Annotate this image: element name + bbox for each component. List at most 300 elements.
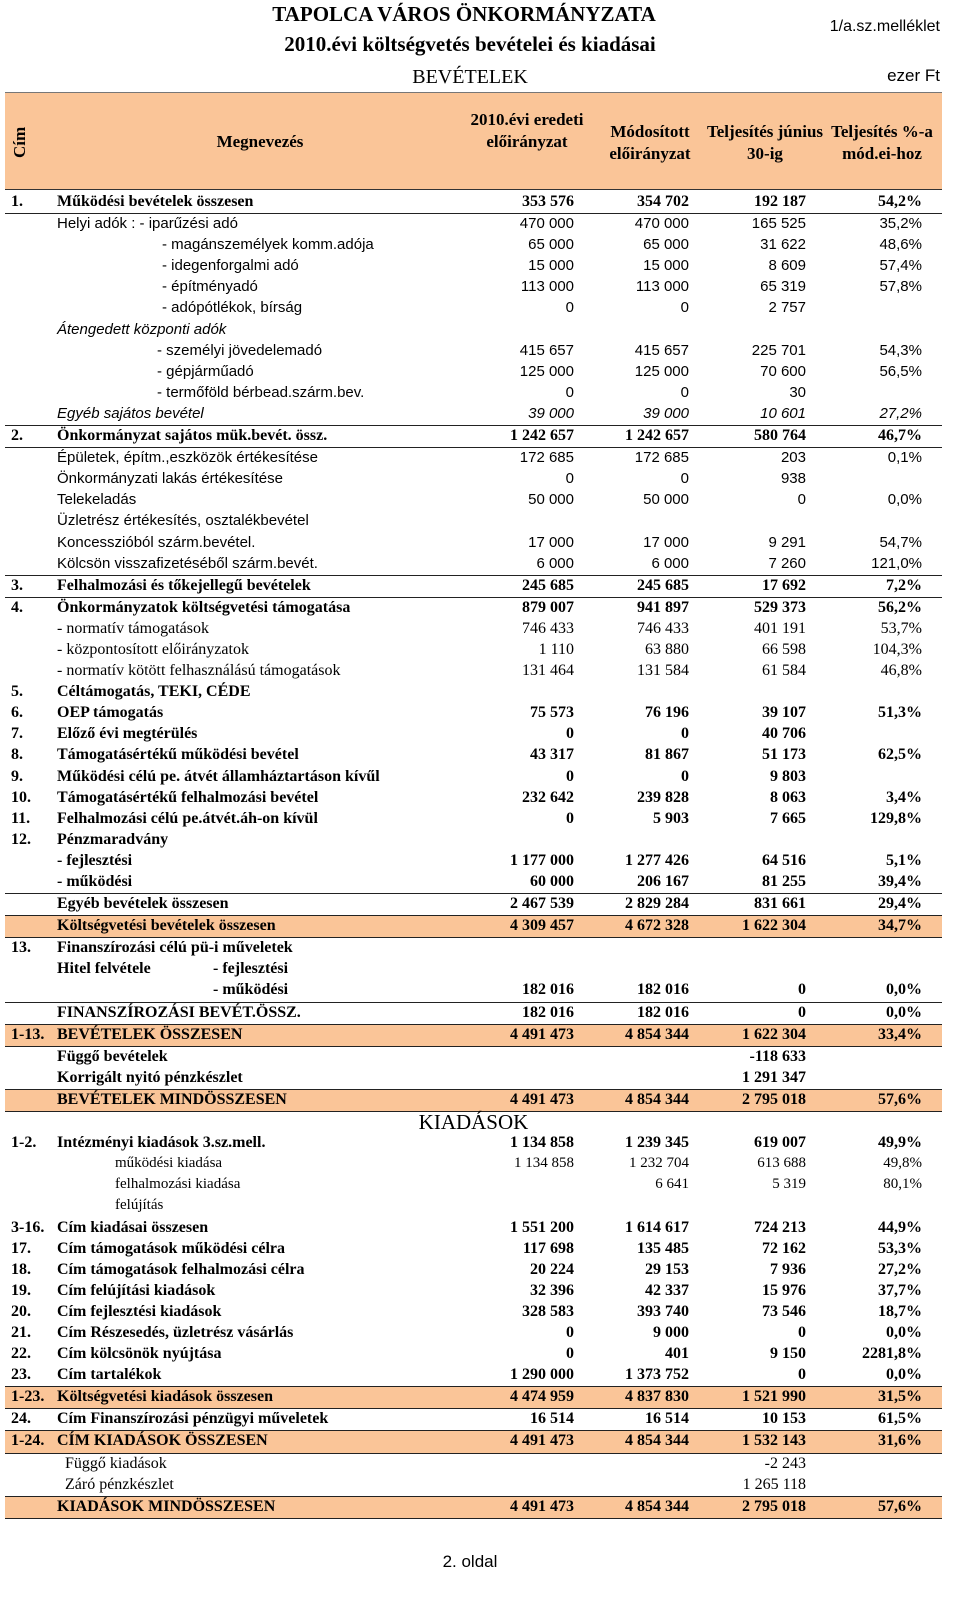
annex-label: 1/a.sz.melléklet [829, 18, 940, 35]
row-label: - gépjárműadó [157, 362, 254, 380]
row-label: - személyi jövedelemadó [157, 341, 323, 359]
original-budget-value: 0 [566, 1345, 574, 1363]
fulfillment-percent-value: 57,4% [879, 257, 922, 275]
row-label: felújítás [115, 1197, 164, 1214]
modified-budget-value: 0 [680, 383, 689, 401]
fulfillment-value: 938 [780, 470, 806, 488]
modified-budget-value: 1 242 657 [625, 427, 689, 445]
fulfillment-percent-value: 2281,8% [862, 1345, 922, 1363]
row-label: Felhalmozási és tőkejellegű bevételek [57, 576, 311, 594]
modified-budget-value: 63 880 [645, 640, 689, 658]
fulfillment-percent-value: 53,3% [878, 1239, 922, 1257]
row-label: - adópótlékok, bírság [162, 299, 303, 317]
row-label: Helyi adók : - iparűzési adó [57, 215, 238, 233]
modified-budget-value: 182 016 [637, 1003, 689, 1021]
table-row [5, 872, 942, 894]
modified-budget-value: 6 641 [655, 1176, 689, 1193]
original-budget-value: 15 000 [528, 257, 574, 275]
table-row [5, 1175, 942, 1196]
row-number: 10. [11, 788, 31, 806]
fulfillment-value: 72 162 [762, 1239, 806, 1257]
fulfillment-value: 73 546 [762, 1302, 806, 1320]
table-row [5, 256, 942, 277]
fulfillment-percent-value: 35,2% [879, 215, 922, 233]
table-row [5, 1218, 942, 1239]
fulfillment-percent-value: 53,7% [880, 619, 922, 637]
table-row [5, 1497, 942, 1519]
table-row [5, 1344, 942, 1365]
fulfillment-value: 51 173 [762, 746, 806, 764]
modified-budget-value: 4 854 344 [625, 1497, 689, 1515]
row-label: Cím kiadásai összesen [57, 1218, 209, 1236]
row-label: Cím kölcsönök nyújtása [57, 1345, 222, 1363]
modified-budget-value: 206 167 [637, 873, 689, 890]
fulfillment-value: 8 609 [768, 257, 806, 275]
row-label: működési kiadása [115, 1155, 223, 1172]
modified-budget-value: 131 584 [637, 662, 689, 680]
fulfillment-value: 15 976 [762, 1281, 806, 1299]
original-budget-value: 1 110 [538, 640, 574, 658]
row-label: Függő kiadások [65, 1454, 167, 1472]
table-row [5, 214, 942, 235]
table-row [5, 1323, 942, 1344]
fulfillment-value: 1 622 304 [742, 917, 806, 935]
original-budget-value: 65 000 [528, 236, 574, 254]
section-income-title: BEVÉTELEK [412, 66, 528, 88]
modified-budget-value: 125 000 [634, 362, 689, 380]
row-label: Költségvetési kiadások összesen [57, 1388, 273, 1406]
original-budget-value: 1 242 657 [510, 427, 574, 445]
row-number: 1-2. [11, 1134, 37, 1152]
row-label: - normatív támogatások [57, 619, 209, 637]
fulfillment-value: 2 795 018 [742, 1090, 806, 1108]
fulfillment-percent-value: 44,9% [878, 1218, 922, 1236]
original-budget-value: 125 000 [519, 362, 574, 380]
row-sublabel: - fejlesztési [213, 960, 289, 978]
original-budget-value: 245 685 [522, 576, 574, 594]
document-title: TAPOLCA VÁROS ÖNKORMÁNYZATA [272, 2, 656, 26]
row-number: 13. [11, 939, 31, 957]
modified-budget-value: 941 897 [637, 598, 689, 616]
table-row [5, 1239, 942, 1260]
table-row [5, 640, 942, 661]
original-budget-value: 0 [566, 809, 574, 827]
table-row [5, 1154, 942, 1175]
fulfillment-percent-value: 121,0% [871, 554, 922, 572]
row-label: Épületek, építm.,eszközök értékesítése [57, 449, 318, 467]
row-label: Cím támogatások felhalmozási célra [57, 1260, 305, 1278]
row-label: - központosított előirányzatok [57, 640, 249, 658]
row-label: - működési [57, 873, 133, 890]
table-row [5, 192, 942, 214]
table-row [5, 1454, 942, 1475]
table-row [5, 894, 942, 916]
row-label: Finanszírozási célú pü-i műveletek [57, 939, 293, 957]
table-row [5, 383, 942, 404]
row-label: Üzletrész értékesítés, osztalékbevétel [57, 512, 309, 530]
fulfillment-value: 40 706 [762, 725, 806, 743]
fulfillment-value: 580 764 [754, 427, 806, 445]
original-budget-value: 4 491 473 [510, 1025, 574, 1043]
modified-budget-value: 354 702 [637, 193, 689, 210]
original-budget-value: 1 290 000 [510, 1366, 574, 1384]
table-row [5, 341, 942, 362]
fulfillment-percent-value: 57,6% [878, 1497, 922, 1515]
fulfillment-value: 619 007 [754, 1134, 806, 1152]
original-budget-value: 0 [565, 470, 574, 488]
fulfillment-value: 203 [780, 449, 806, 467]
fulfillment-percent-value: 129,8% [870, 809, 922, 827]
fulfillment-value: 0 [798, 981, 806, 999]
fulfillment-percent-value: 0,0% [886, 1323, 922, 1341]
modified-budget-value: 4 854 344 [625, 1432, 689, 1450]
fulfillment-percent-value: 48,6% [879, 236, 922, 254]
table-row [5, 320, 942, 341]
fulfillment-percent-value: 54,2% [878, 193, 922, 210]
modified-budget-value: 0 [680, 299, 689, 317]
row-number: 22. [11, 1345, 31, 1363]
table-row [5, 554, 942, 576]
table-row [5, 938, 942, 959]
original-budget-value: 1 177 000 [510, 851, 574, 869]
fulfillment-value: 17 692 [762, 576, 806, 594]
original-budget-value: 0 [566, 1323, 574, 1341]
fulfillment-value: 66 598 [762, 640, 806, 658]
fulfillment-value: 724 213 [754, 1218, 806, 1236]
modified-budget-value: 42 337 [645, 1281, 689, 1299]
fulfillment-percent-value: 3,4% [886, 788, 922, 806]
header-original-budget: 2010.évi eredeti előirányzat [470, 110, 584, 151]
fulfillment-value: 9 803 [770, 767, 806, 785]
original-budget-value: 879 007 [522, 598, 574, 616]
row-label: CÍM KIADÁSOK ÖSSZESEN [57, 1432, 268, 1450]
table-row [5, 788, 942, 809]
table-row [5, 619, 942, 640]
fulfillment-value: 0 [798, 1323, 806, 1341]
fulfillment-percent-value: 56,5% [879, 362, 922, 380]
modified-budget-value: 15 000 [643, 257, 689, 275]
row-number: 1-24. [11, 1432, 45, 1450]
modified-budget-value: 245 685 [637, 576, 689, 594]
table-header [5, 92, 942, 190]
row-number: 17. [11, 1239, 31, 1257]
row-number: 24. [11, 1410, 31, 1428]
fulfillment-value: 70 600 [760, 362, 806, 380]
modified-budget-value: 0 [681, 767, 689, 785]
page-number: 2. oldal [442, 1552, 498, 1571]
original-budget-value: 0 [565, 299, 574, 317]
table-row [5, 1133, 942, 1154]
row-number: 1-23. [11, 1388, 45, 1406]
fulfillment-value: 0 [798, 1003, 806, 1021]
table-row [5, 1387, 942, 1409]
table-row [5, 1431, 942, 1453]
original-budget-value: 470 000 [519, 215, 574, 233]
fulfillment-value: 1 291 347 [742, 1068, 806, 1086]
row-label: Cím Finanszírozási pénzügyi műveletek [57, 1410, 329, 1428]
table-row [5, 959, 942, 980]
table-row [5, 1409, 942, 1431]
row-label: - fejlesztési [57, 851, 133, 869]
fulfillment-percent-value: 5,1% [886, 851, 922, 869]
modified-budget-value: 0 [681, 725, 689, 743]
row-label: Önkormányzat sajátos mük.bevét. össz. [57, 427, 328, 445]
fulfillment-percent-value: 0,0% [886, 1003, 922, 1021]
modified-budget-value: 17 000 [643, 533, 689, 551]
fulfillment-value: 39 107 [762, 704, 806, 722]
fulfillment-value: 5 319 [772, 1176, 806, 1193]
row-label: Függő bevételek [57, 1047, 168, 1065]
modified-budget-value: 4 837 830 [625, 1388, 689, 1406]
row-number: 23. [11, 1366, 31, 1384]
fulfillment-percent-value: 46,8% [880, 662, 922, 680]
fulfillment-percent-value: 31,6% [878, 1432, 922, 1450]
row-number: 20. [11, 1302, 31, 1320]
table-row [5, 1090, 942, 1112]
row-number: 7. [11, 725, 23, 743]
original-budget-value: 16 514 [530, 1410, 574, 1428]
row-number: 11. [11, 809, 31, 827]
row-label: Előző évi megtérülés [57, 725, 198, 743]
header-name: Megnevezés [216, 132, 304, 151]
row-label: Hitel felvétele [57, 960, 151, 978]
fulfillment-percent-value: 27,2% [878, 1260, 922, 1278]
fulfillment-value: 401 191 [754, 619, 806, 637]
row-number: 2. [11, 427, 23, 445]
modified-budget-value: 393 740 [637, 1302, 689, 1320]
row-label: Cím tartalékok [57, 1366, 162, 1384]
row-label: Működési célú pe. átvét államháztartáson kívűl [57, 767, 380, 785]
table-row [5, 703, 942, 724]
row-label: Felhalmozási célú pe.átvét.áh-on kívül [57, 809, 318, 827]
modified-budget-value: 1 277 426 [625, 851, 689, 869]
fulfillment-percent-value: 57,6% [878, 1090, 922, 1108]
fulfillment-value: 1 521 990 [742, 1388, 806, 1406]
original-budget-value: 6 000 [536, 554, 574, 572]
original-budget-value: 328 583 [522, 1302, 574, 1320]
fulfillment-value: 613 688 [757, 1155, 806, 1172]
table-row [5, 661, 942, 682]
row-label: Pénzmaradvány [57, 830, 169, 848]
fulfillment-percent-value: 80,1% [883, 1176, 922, 1193]
original-budget-value: 4 474 959 [510, 1388, 574, 1406]
original-budget-value: 50 000 [528, 491, 574, 509]
fulfillment-percent-value: 61,5% [878, 1410, 922, 1428]
modified-budget-value: 9 000 [653, 1323, 689, 1341]
budget-table [5, 192, 942, 1519]
row-number: 9. [11, 767, 23, 785]
original-budget-value: 39 000 [528, 404, 574, 422]
row-label: KIADÁSOK MINDÖSSZESEN [57, 1497, 276, 1515]
fulfillment-value: 2 795 018 [742, 1497, 806, 1515]
header-cim: Cím [10, 126, 29, 158]
row-number: 3. [11, 576, 23, 594]
modified-budget-value: 1 239 345 [625, 1134, 689, 1152]
document-subtitle: 2010.évi költségvetés bevételei és kiadásai [284, 32, 656, 56]
row-number: 6. [11, 704, 23, 722]
row-label: BEVÉTELEK ÖSSZESEN [57, 1025, 243, 1043]
modified-budget-value: 50 000 [643, 491, 689, 509]
original-budget-value: 113 000 [520, 278, 574, 296]
table-row [5, 830, 942, 851]
fulfillment-percent-value: 51,3% [878, 704, 922, 722]
table-row [5, 916, 942, 938]
table-row [5, 362, 942, 383]
row-label: Cím Részesedés, üzletrész vásárlás [57, 1323, 294, 1341]
row-number: 12. [11, 830, 31, 848]
row-sublabel: - működési [213, 981, 289, 999]
modified-budget-value: 6 000 [651, 554, 689, 572]
table-row [5, 511, 942, 532]
fulfillment-percent-value: 18,7% [878, 1302, 922, 1320]
table-row [5, 277, 942, 298]
modified-budget-value: 172 685 [634, 449, 689, 467]
row-label: - normatív kötött felhasználású támogatások [57, 662, 341, 680]
table-row [5, 851, 942, 872]
fulfillment-percent-value: 56,2% [878, 598, 922, 616]
original-budget-value: 1 134 858 [510, 1134, 574, 1152]
row-label: Cím fejlesztési kiadások [57, 1302, 222, 1320]
original-budget-value: 0 [566, 767, 574, 785]
row-number: 18. [11, 1260, 31, 1278]
row-number: 4. [11, 598, 23, 616]
table-row [5, 404, 942, 426]
fulfillment-value: 7 936 [770, 1260, 806, 1278]
modified-budget-value: 81 867 [645, 746, 689, 764]
modified-budget-value: 29 153 [645, 1260, 689, 1278]
row-label: Cím felújítási kiadások [57, 1281, 216, 1299]
modified-budget-value: 135 485 [637, 1239, 689, 1257]
fulfillment-value: -2 243 [764, 1454, 806, 1472]
table-row [5, 576, 942, 598]
fulfillment-value: 9 150 [770, 1345, 806, 1363]
fulfillment-value: 2 757 [768, 299, 806, 317]
fulfillment-value: 192 187 [754, 193, 806, 210]
fulfillment-percent-value: 27,2% [879, 404, 922, 422]
row-label: Korrigált nyitó pénzkészlet [57, 1068, 243, 1086]
row-label: OEP támogatás [57, 704, 164, 722]
original-budget-value: 4 491 473 [510, 1497, 574, 1515]
modified-budget-value: 0 [680, 470, 689, 488]
original-budget-value: 1 551 200 [510, 1218, 574, 1236]
fulfillment-value: 64 516 [762, 851, 806, 869]
modified-budget-value: 1 614 617 [625, 1218, 689, 1236]
modified-budget-value: 4 854 344 [625, 1025, 689, 1043]
fulfillment-value: 7 665 [770, 809, 806, 827]
original-budget-value: 353 576 [522, 193, 574, 210]
table-row [5, 1047, 942, 1068]
table-row [5, 598, 942, 619]
original-budget-value: 4 309 457 [510, 917, 574, 935]
row-label: Céltámogatás, TEKI, CÉDE [57, 683, 251, 701]
fulfillment-value: 10 601 [760, 404, 806, 422]
table-row [5, 533, 942, 554]
modified-budget-value: 1 232 704 [629, 1155, 689, 1172]
table-row [5, 1068, 942, 1090]
row-label: Működési bevételek összesen [57, 193, 254, 210]
fulfillment-value: 8 063 [770, 788, 806, 806]
fulfillment-percent-value: 0,1% [887, 449, 922, 467]
row-label: Egyéb sajátos bevétel [57, 404, 204, 422]
original-budget-value: 182 016 [522, 1003, 574, 1021]
unit-label: ezer Ft [887, 66, 940, 85]
table-row [5, 809, 942, 830]
fulfillment-percent-value: 0,0% [886, 981, 922, 999]
modified-budget-value: 16 514 [645, 1410, 689, 1428]
fulfillment-value: 65 319 [760, 278, 806, 296]
table-row [5, 426, 942, 448]
row-label: Koncesszióból szárm.bevétel. [57, 533, 256, 551]
original-budget-value: 60 000 [530, 873, 574, 890]
row-label: BEVÉTELEK MINDÖSSZESEN [57, 1090, 287, 1108]
row-number: 21. [11, 1323, 31, 1341]
original-budget-value: 0 [565, 383, 574, 401]
fulfillment-percent-value: 49,8% [883, 1155, 922, 1172]
row-number: 8. [11, 746, 23, 764]
fulfillment-value: 831 661 [754, 895, 806, 913]
row-label: - magánszemélyek komm.adója [162, 236, 374, 254]
table-row [5, 767, 942, 788]
fulfillment-percent-value: 46,7% [878, 427, 922, 445]
table-row [5, 980, 942, 1002]
fulfillment-value: 31 622 [760, 236, 806, 254]
fulfillment-percent-value: 37,7% [878, 1281, 922, 1299]
table-row [5, 490, 942, 511]
modified-budget-value: 2 829 284 [625, 895, 689, 913]
fulfillment-value: 10 153 [762, 1410, 806, 1428]
fulfillment-percent-value: 62,5% [878, 746, 922, 764]
row-label: Önkormányzati lakás értékesítése [57, 470, 283, 488]
row-number: 3-16. [11, 1218, 45, 1236]
fulfillment-value: 1 265 118 [742, 1475, 806, 1493]
original-budget-value: 172 685 [519, 449, 574, 467]
table-row [5, 1112, 942, 1133]
table-row [5, 1365, 942, 1387]
header-fulfillment-percent: Teljesítés %-a mód.ei-hoz [831, 122, 933, 163]
fulfillment-percent-value: 7,2% [886, 576, 922, 594]
fulfillment-percent-value: 33,4% [878, 1025, 922, 1043]
header-fulfillment: Teljesítés június 30-ig [706, 122, 824, 163]
table-row [5, 1003, 942, 1025]
row-label: Záró pénzkészlet [65, 1475, 174, 1493]
modified-budget-value: 5 903 [653, 809, 689, 827]
fulfillment-value: -118 633 [749, 1047, 806, 1065]
modified-budget-value: 401 [665, 1345, 689, 1363]
row-number: 19. [11, 1281, 31, 1299]
fulfillment-value: 529 373 [754, 598, 806, 616]
row-label: Intézményi kiadások 3.sz.mell. [57, 1134, 266, 1152]
modified-budget-value: 470 000 [634, 215, 689, 233]
fulfillment-value: 0 [797, 491, 806, 509]
table-row [5, 298, 942, 319]
fulfillment-value: 165 525 [751, 215, 806, 233]
row-label: Egyéb bevételek összesen [57, 895, 229, 913]
row-label: FINANSZÍROZÁSI BEVÉT.ÖSSZ. [57, 1003, 301, 1021]
fulfillment-value: 7 260 [768, 554, 806, 572]
original-budget-value: 0 [566, 725, 574, 743]
fulfillment-percent-value: 104,3% [872, 640, 922, 658]
fulfillment-percent-value: 54,7% [879, 533, 922, 551]
modified-budget-value: 39 000 [643, 404, 689, 422]
row-label: - építményadó [162, 278, 258, 296]
modified-budget-value: 746 433 [637, 619, 689, 637]
row-label: felhalmozási kiadása [115, 1176, 241, 1193]
fulfillment-percent-value: 0,0% [887, 491, 922, 509]
original-budget-value: 746 433 [522, 619, 574, 637]
table-row [5, 1475, 942, 1497]
original-budget-value: 232 642 [522, 788, 574, 806]
fulfillment-value: 225 701 [751, 341, 806, 359]
